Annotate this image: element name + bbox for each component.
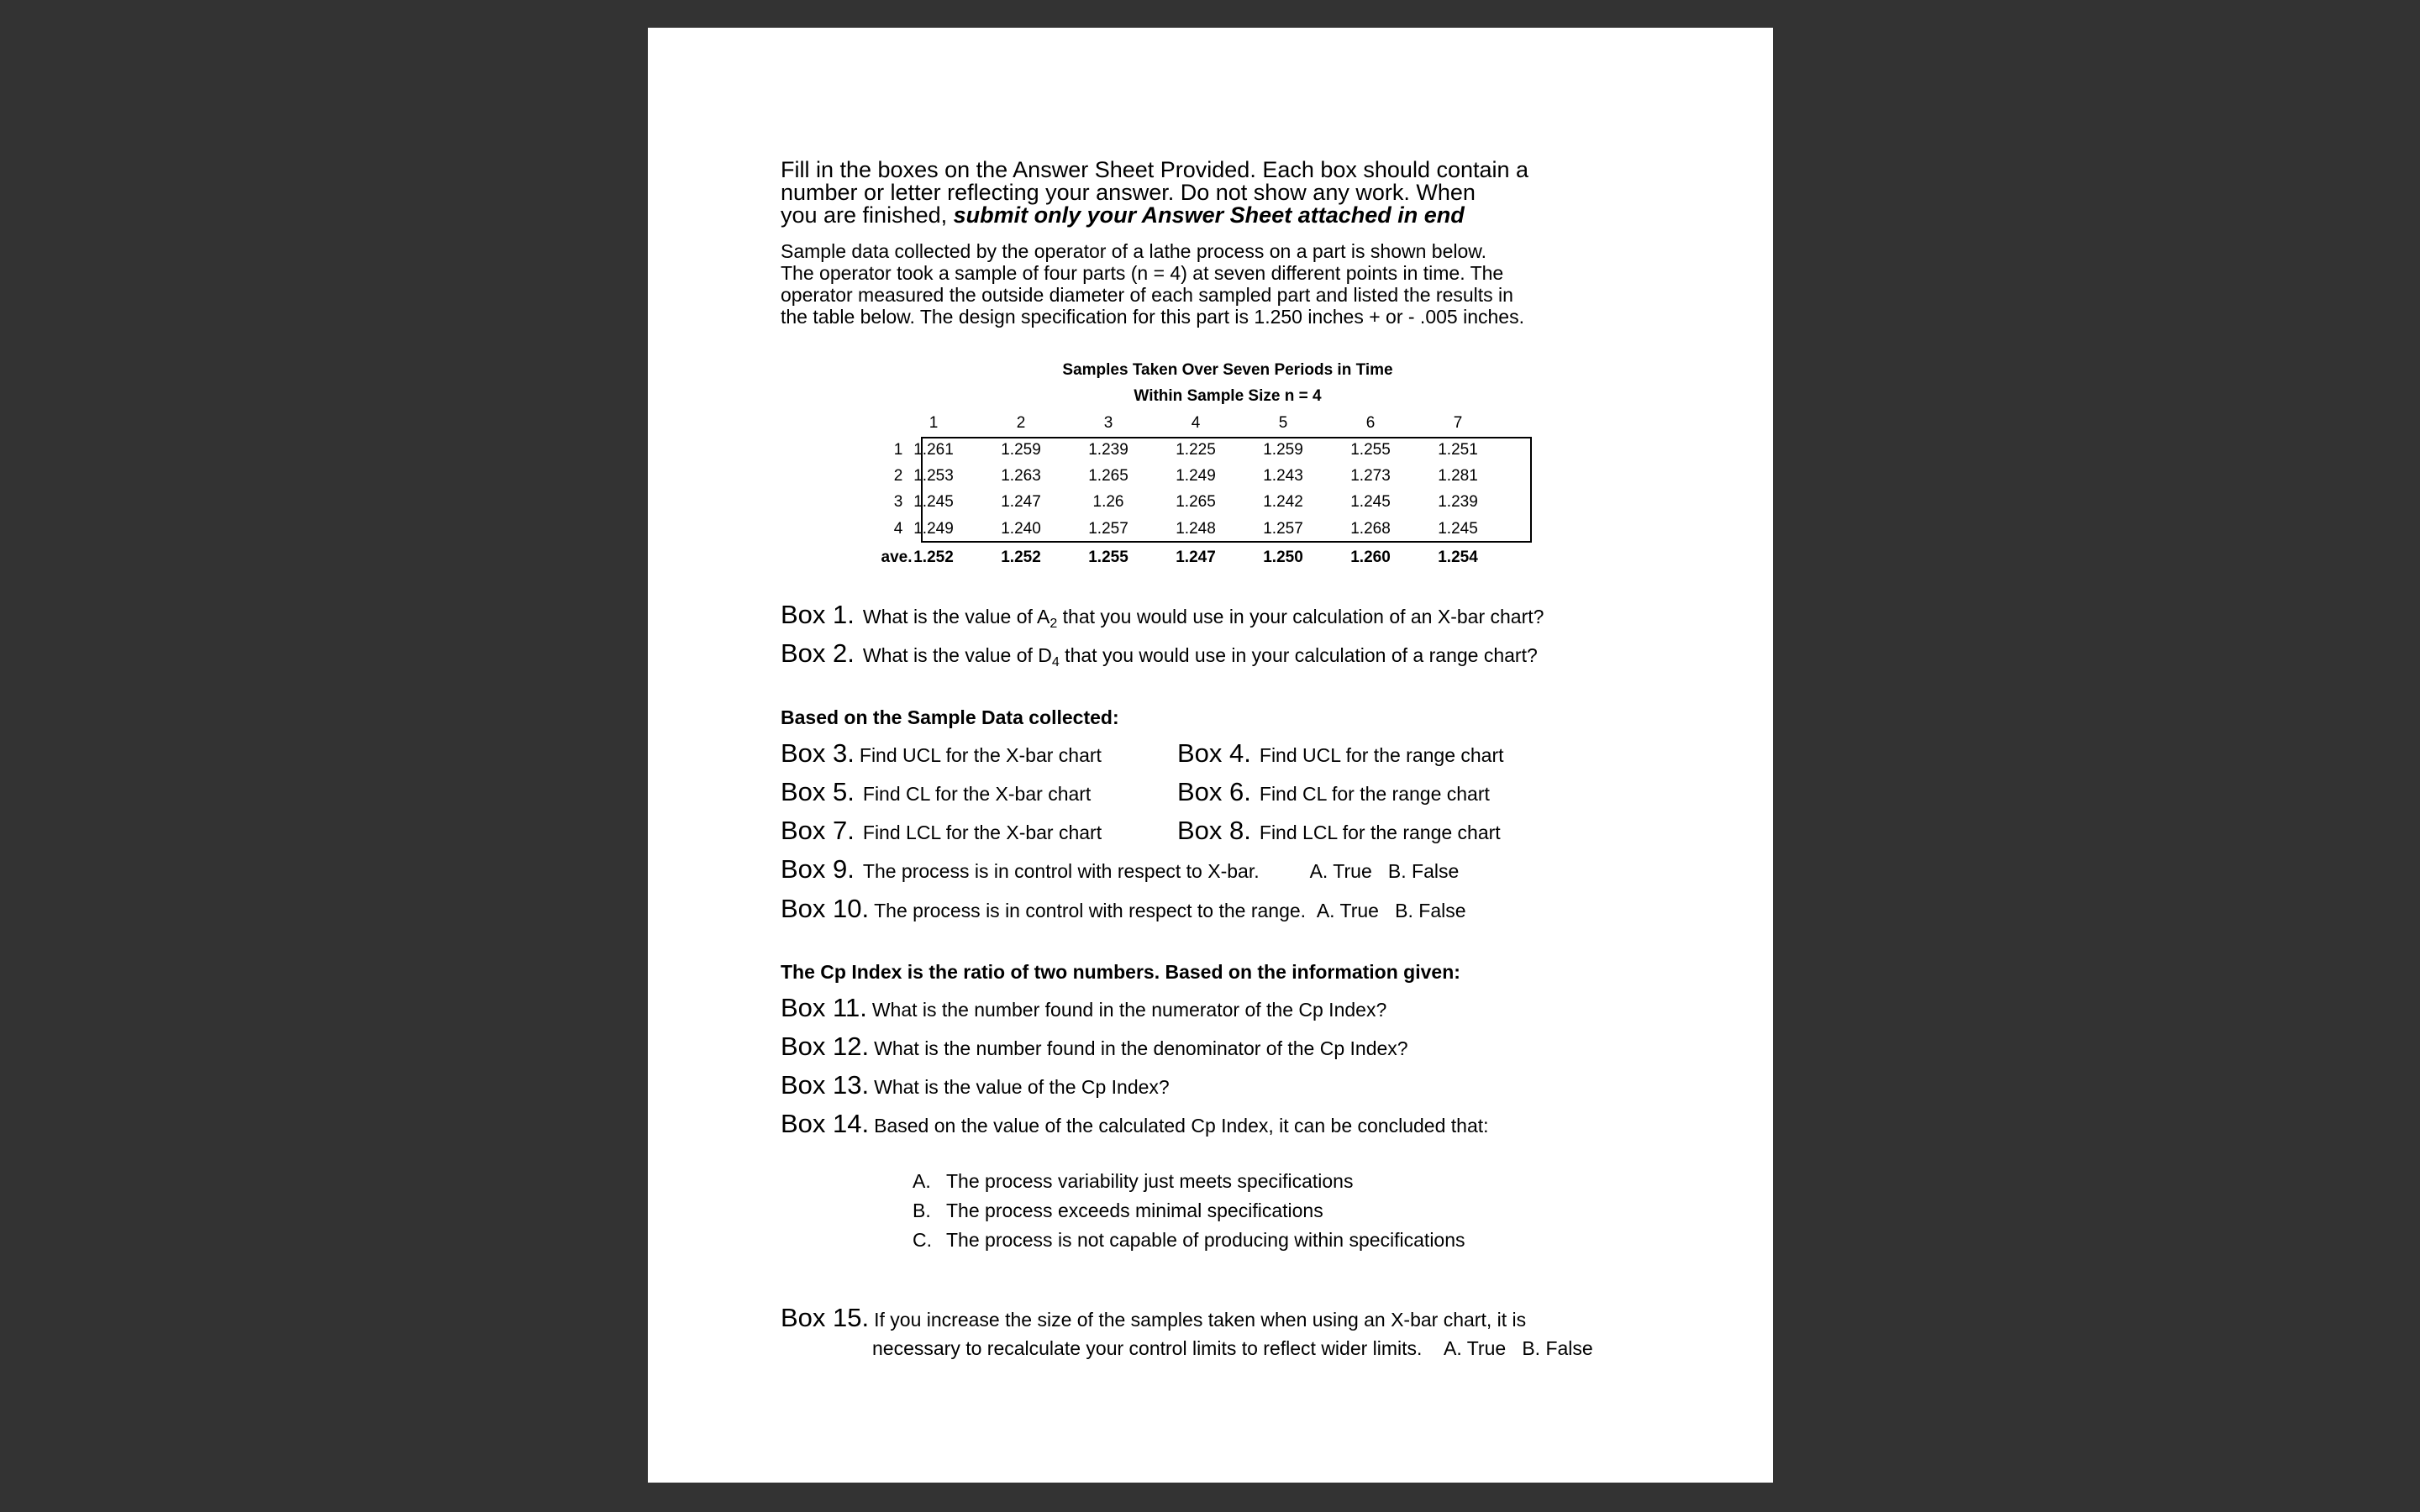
description-line-2: The operator took a sample of four parts (n = 4) at seven different points in time. The [781,262,1504,284]
average-cell: 1.247 [1176,549,1216,566]
question-box-14: Box 14. Based on the value of the calculated Cp Index, it can be concluded that: [781,1109,1489,1138]
table-cell: 1.263 [1001,467,1041,485]
section-heading-cp-index: The Cp Index is the ratio of two numbers. Based on the information given: [781,961,1460,983]
table-cell: 1.261 [913,441,954,459]
table-title: Samples Taken Over Seven Periods in Time [1062,361,1393,379]
question-box-15: Box 15. If you increase the size of the samples taken when using an X-bar chart, it is [781,1303,1527,1332]
table-cell: 1.259 [1263,441,1303,459]
table-cell: 1.243 [1263,467,1303,485]
description-line-3: operator measured the outside diameter of each sampled part and listed the results in [781,284,1513,306]
question-box-1: Box 1. What is the value of $A_2$ that you would use in your calculation of an X-bar chart? [781,600,1544,631]
column-header: 6 [1365,414,1376,432]
table-cell: 1.257 [1263,520,1303,538]
table-cell: 1.249 [913,520,954,538]
option-b: B. The process exceeds minimal specifications [913,1200,1323,1221]
question-box-9: Box 9. The process is in control with respect to X-bar. A. True B. False [781,854,1460,884]
average-cell: 1.254 [1438,549,1478,566]
question-box-3: Box 3. Find UCL for the X-bar chart [781,738,1102,768]
table-cell: 1.281 [1438,467,1478,485]
table-cell: 1.239 [1438,493,1478,511]
table-cell: 1.26 [1092,493,1124,511]
row-label: 4 [893,520,903,538]
option-false: B. False [1522,1337,1593,1359]
section-heading-sample-data: Based on the Sample Data collected: [781,706,1119,728]
table-cell: 1.268 [1350,520,1391,538]
table-cell: 1.248 [1176,520,1216,538]
row-label: 1 [893,441,903,459]
table-cell: 1.242 [1263,493,1303,511]
column-header: 5 [1278,414,1288,432]
column-header: 4 [1191,414,1201,432]
instructions-line-2: number or letter reflecting your answer. Do not show any work. When [781,180,1476,205]
column-header: 3 [1103,414,1113,432]
table-cell: 1.253 [913,467,954,485]
description-line-1: Sample data collected by the operator of a lathe process on a part is shown below. [781,240,1487,262]
submit-emphasis: submit only your Answer Sheet attached in end [953,202,1465,228]
table-cell: 1.247 [1001,493,1041,511]
description [781,240,1524,328]
option-false: B. False [1395,900,1466,921]
table-cell: 1.251 [1438,441,1478,459]
table-cell: 1.245 [1438,520,1478,538]
question-box-6: Box 6. Find CL for the range chart [1177,777,1490,806]
table-cell: 1.255 [1350,441,1391,459]
question-box-11: Box 11. What is the number found in the numerator of the Cp Index? [781,993,1387,1022]
option-true: A. True [1309,860,1372,882]
question-box-2: Box 2. What is the value of $D_4$ that you would use in your calculation of a range chart? [781,638,1538,669]
question-box-7: Box 7. Find LCL for the X-bar chart [781,816,1102,845]
table-cell: 1.257 [1088,520,1128,538]
document-page [648,28,1773,1483]
instructions-line-1: Fill in the boxes on the Answer Sheet Provided. Each box should contain a [781,157,1529,182]
table-cell: 1.265 [1176,493,1216,511]
average-cell: 1.252 [913,549,954,566]
option-c: C. The process is not capable of producing within specifications [913,1229,1465,1251]
table-cell: 1.259 [1001,441,1041,459]
table-cell: 1.245 [1350,493,1391,511]
average-cell: 1.255 [1088,549,1128,566]
question-box-13: Box 13. What is the value of the Cp Index? [781,1070,1170,1100]
table-cell: 1.273 [1350,467,1391,485]
table-cell: 1.245 [913,493,954,511]
table-cell: 1.225 [1176,441,1216,459]
column-header: 1 [929,414,939,432]
row-label: 3 [893,493,903,511]
question-box-12: Box 12. What is the number found in the denominator of the Cp Index? [781,1032,1408,1061]
average-cell: 1.252 [1001,549,1041,566]
table-cell: 1.265 [1088,467,1128,485]
average-label: ave. [881,549,913,566]
table-cell: 1.249 [1176,467,1216,485]
row-label: 2 [893,467,903,485]
column-header: 2 [1016,414,1026,432]
option-true: A. True [1316,900,1379,921]
column-header: 7 [1453,414,1463,432]
question-box-5: Box 5. Find CL for the X-bar chart [781,777,1092,806]
table-subtitle: Within Sample Size n = 4 [1134,387,1322,405]
option-a: A. The process variability just meets specifications [913,1170,1354,1192]
question-box-10: Box 10. The process is in control with respect to the range. A. True B. False [781,894,1466,923]
question-box-8: Box 8. Find LCL for the range chart [1177,816,1501,845]
average-cell: 1.250 [1263,549,1303,566]
option-false: B. False [1387,860,1460,882]
instructions-line-3: you are finished, submit only your Answer Sheet attached in end [781,202,1465,228]
table-cell: 1.240 [1001,520,1041,538]
option-true: A. True [1444,1337,1507,1359]
table-cell: 1.239 [1088,441,1128,459]
question-box-15-cont: necessary to recalculate your control limits to reflect wider limits. A. True B. False [872,1337,1593,1359]
instructions [781,159,1528,227]
description-line-4: the table below. The design specification for this part is 1.250 inches + or - .005 inches. [781,306,1524,328]
average-cell: 1.260 [1350,549,1391,566]
question-box-4: Box 4. Find UCL for the range chart [1177,738,1504,768]
